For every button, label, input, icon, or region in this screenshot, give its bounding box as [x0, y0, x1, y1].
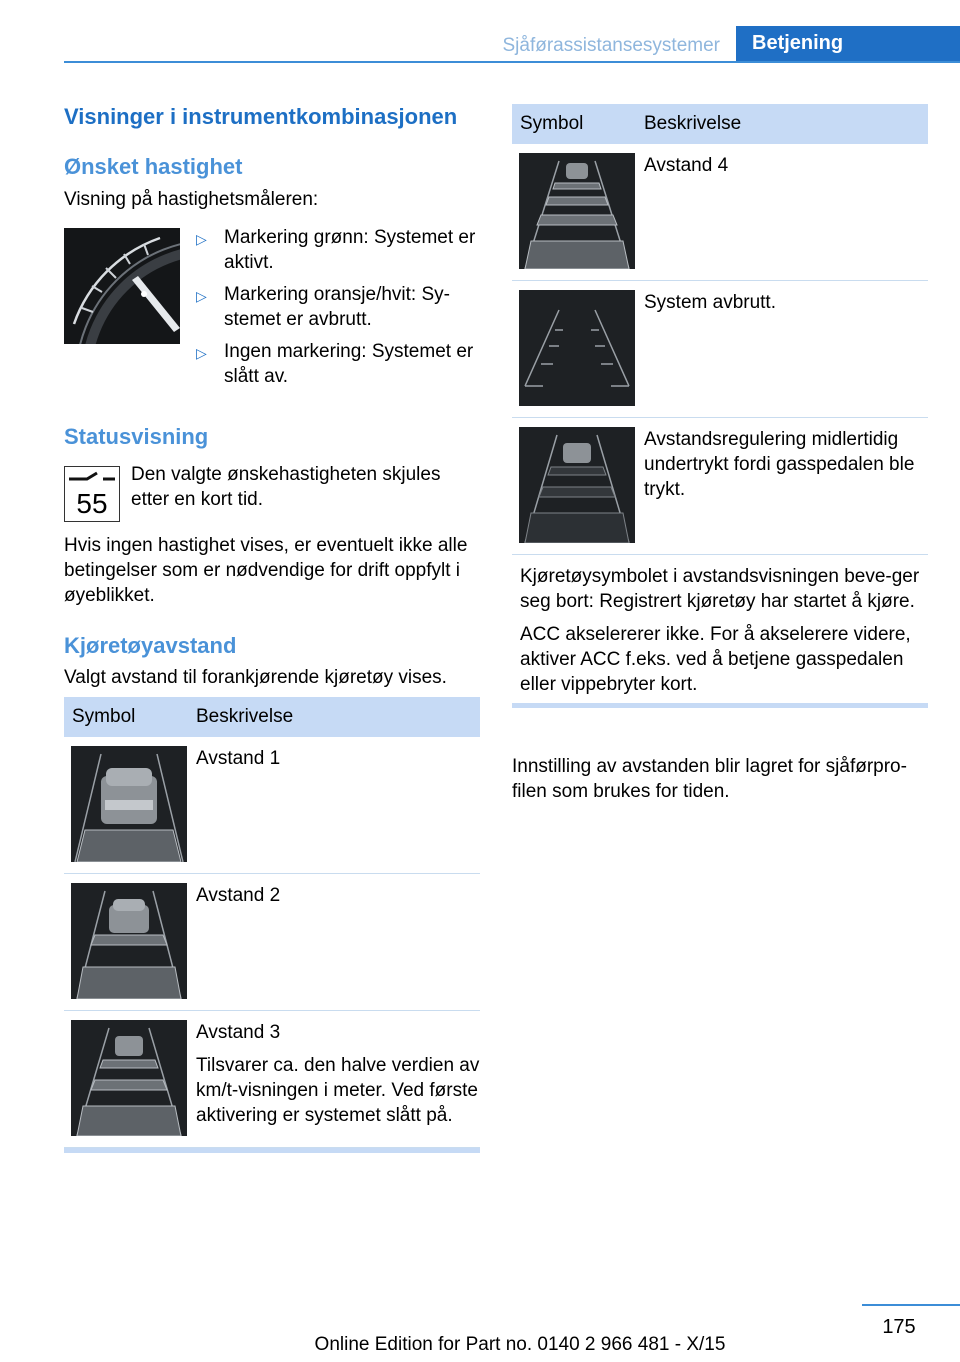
table-end-rule	[64, 1148, 480, 1153]
table-cell-symbol	[512, 290, 636, 406]
table-cell-description: Avstand 2	[196, 885, 281, 906]
table-cell-symbol	[512, 427, 636, 543]
status-speed-value: 55	[76, 488, 108, 519]
table-cell-symbol	[64, 1020, 188, 1136]
triangle-right-icon: ▷	[196, 231, 207, 247]
footer-rule	[862, 1304, 960, 1306]
distance-intro: Valgt avstand til forankjørende kjøretøy vises.	[64, 667, 447, 688]
page-number: 175	[882, 1316, 916, 1338]
distance-suppressed-icon	[519, 427, 635, 543]
table-row	[512, 418, 928, 555]
column-header-symbol: Symbol	[72, 706, 136, 727]
list-item: ▷ Markering oransje/hvit: Sy‐stemet er avbrutt.	[196, 284, 450, 330]
header-tab[interactable]: Betjening	[736, 26, 960, 61]
header-rule	[64, 61, 960, 63]
table-cell-description: Avstand 3 Tilsvarer ca. den halve verdien av km/t-visningen i meter. Ved første aktivering er systemet slått på.	[196, 1022, 480, 1126]
column-header-description: Beskrivelse	[644, 113, 742, 134]
distance-3-icon	[71, 1020, 187, 1136]
triangle-right-icon: ▷	[196, 345, 207, 361]
speed-marking-list	[196, 225, 480, 396]
table-notes	[512, 555, 928, 703]
table-cell-description: Avstand 1	[196, 748, 281, 769]
system-interrupted-icon	[519, 290, 635, 406]
table-cell-description: Avstand 4	[644, 155, 729, 176]
edition-note: Online Edition for Part no. 0140 2 966 481 - X/15	[314, 1334, 726, 1355]
list-item: ▷ Markering grønn: Systemet er aktivt.	[196, 227, 476, 273]
speedometer-image	[64, 228, 180, 344]
table-header	[64, 697, 480, 737]
distance-table-continued	[512, 104, 928, 708]
table-row	[64, 874, 480, 1011]
distance-2-icon	[71, 883, 187, 999]
table-row	[64, 737, 480, 874]
page-title: Visninger i instrumentkombinasjonen	[64, 104, 458, 129]
column-header-description: Beskrivelse	[196, 706, 294, 727]
table-cell-symbol	[512, 153, 636, 269]
heading-status: Statusvisning	[64, 424, 209, 449]
table-cell-symbol	[64, 746, 188, 862]
column-header-symbol: Symbol	[520, 113, 584, 134]
triangle-right-icon: ▷	[196, 288, 207, 304]
status-speed-icon	[64, 466, 120, 522]
heading-vehicle-distance: Kjøretøyavstand	[64, 633, 237, 658]
status-paragraph: Hvis ingen hastighet vises, er eventuelt ikke alle betingelser som er nødvendige for drift oppfylt i øyeblikket.	[64, 535, 468, 606]
table-row	[512, 281, 928, 418]
heading-desired-speed: Ønsket hastighet	[64, 154, 243, 179]
note-acc-not-accelerating: ACC akselererer ikke. For å akselerere videre, aktiver ACC f.eks. ved å betjene gasspedalen eller vippebryter kort.	[520, 624, 911, 695]
table-end-rule	[512, 703, 928, 708]
table-row	[64, 1011, 480, 1148]
distance-4-icon	[519, 153, 635, 269]
table-cell-description: Avstandsregulering midlertidig undertrykt fordi gasspedalen ble trykt.	[644, 429, 915, 500]
table-header	[512, 104, 928, 144]
speed-intro: Visning på hastighetsmåleren:	[64, 189, 319, 210]
table-cell-symbol	[64, 883, 188, 999]
note-vehicle-moves-away: Kjøretøysymbolet i avstandsvisningen beve‐ger seg bort: Registrert kjøretøy har startet å kjøre.	[520, 566, 920, 612]
header-section-title: Sjåførassistansesystemer	[502, 35, 720, 56]
table-row	[512, 144, 928, 281]
distance-storage-paragraph: Innstilling av avstanden blir lagret for sjåførpro‐filen som brukes for tiden.	[512, 756, 907, 802]
distance-1-icon	[71, 746, 187, 862]
distance-table	[64, 697, 480, 1153]
status-text: Den valgte ønskehastigheten skjules etter en kort tid.	[131, 464, 441, 510]
list-item: ▷ Ingen markering: Systemet er slått av.	[196, 341, 474, 387]
table-cell-description: System avbrutt.	[644, 292, 776, 313]
speed-marker-icon	[65, 469, 119, 489]
